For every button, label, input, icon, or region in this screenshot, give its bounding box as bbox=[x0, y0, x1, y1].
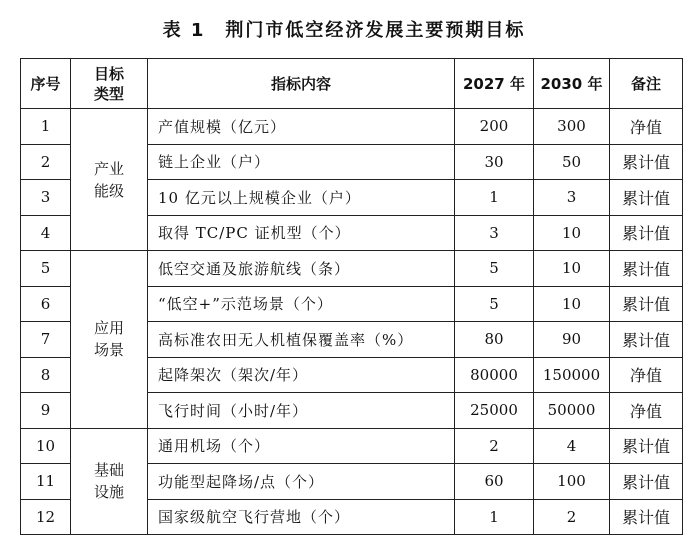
value-2027: 80 bbox=[455, 322, 534, 358]
value-2030: 90 bbox=[534, 322, 610, 358]
value-2027: 3 bbox=[455, 215, 534, 251]
value-2027: 5 bbox=[455, 286, 534, 322]
note-cell: 累计值 bbox=[610, 251, 683, 287]
table-title: 表 1 荆门市低空经济发展主要预期目标 bbox=[162, 20, 526, 41]
row-number: 7 bbox=[21, 322, 71, 358]
targets-table bbox=[20, 58, 683, 535]
value-2030: 300 bbox=[534, 109, 610, 145]
value-2030: 10 bbox=[534, 251, 610, 287]
row-number: 4 bbox=[21, 215, 71, 251]
value-2030: 4 bbox=[534, 428, 610, 464]
target-type-label: 应用场景 bbox=[93, 319, 124, 360]
row-number: 2 bbox=[21, 144, 71, 180]
row-number: 12 bbox=[21, 499, 71, 535]
value-2027: 5 bbox=[455, 251, 534, 287]
value-2027: 25000 bbox=[455, 393, 534, 429]
note-cell: 净值 bbox=[610, 393, 683, 429]
header-note: 备注 bbox=[610, 59, 683, 109]
indicator-content: 产值规模（亿元） bbox=[148, 109, 455, 145]
note-cell: 净值 bbox=[610, 109, 683, 145]
header-2027: 2027 年 bbox=[455, 59, 534, 109]
value-2030: 10 bbox=[534, 215, 610, 251]
value-2030: 3 bbox=[534, 180, 610, 216]
note-cell: 累计值 bbox=[610, 215, 683, 251]
indicator-content: 取得 TC/PC 证机型（个） bbox=[148, 215, 455, 251]
indicator-content: 通用机场（个） bbox=[148, 428, 455, 464]
note-cell: 累计值 bbox=[610, 428, 683, 464]
row-number: 5 bbox=[21, 251, 71, 287]
row-number: 11 bbox=[21, 464, 71, 500]
note-cell: 累计值 bbox=[610, 499, 683, 535]
indicator-content: 功能型起降场/点（个） bbox=[148, 464, 455, 500]
note-cell: 累计值 bbox=[610, 286, 683, 322]
indicator-content: 起降架次（架次/年） bbox=[148, 357, 455, 393]
target-type-cell bbox=[71, 109, 148, 251]
value-2027: 80000 bbox=[455, 357, 534, 393]
value-2030: 10 bbox=[534, 286, 610, 322]
note-cell: 累计值 bbox=[610, 464, 683, 500]
note-cell: 累计值 bbox=[610, 180, 683, 216]
row-number: 10 bbox=[21, 428, 71, 464]
table-body bbox=[21, 109, 683, 535]
header-content: 指标内容 bbox=[148, 59, 455, 109]
value-2027: 2 bbox=[455, 428, 534, 464]
value-2027: 200 bbox=[455, 109, 534, 145]
indicator-content: 飞行时间（小时/年） bbox=[148, 393, 455, 429]
header-no: 序号 bbox=[21, 59, 71, 109]
value-2027: 60 bbox=[455, 464, 534, 500]
indicator-content: 高标准农田无人机植保覆盖率（%） bbox=[148, 322, 455, 358]
table-row bbox=[21, 251, 683, 287]
row-number: 3 bbox=[21, 180, 71, 216]
value-2027: 1 bbox=[455, 180, 534, 216]
target-type-label: 基础设施 bbox=[93, 461, 124, 502]
indicator-content: 国家级航空飞行营地（个） bbox=[148, 499, 455, 535]
row-number: 6 bbox=[21, 286, 71, 322]
header-2030: 2030 年 bbox=[534, 59, 610, 109]
row-number: 9 bbox=[21, 393, 71, 429]
row-number: 1 bbox=[21, 109, 71, 145]
indicator-content: 10 亿元以上规模企业（户） bbox=[148, 180, 455, 216]
target-type-cell bbox=[71, 251, 148, 429]
note-cell: 累计值 bbox=[610, 144, 683, 180]
header-type bbox=[71, 59, 148, 109]
value-2030: 2 bbox=[534, 499, 610, 535]
table-row bbox=[21, 428, 683, 464]
value-2030: 100 bbox=[534, 464, 610, 500]
target-type-label: 产业能级 bbox=[93, 159, 124, 200]
note-cell: 净值 bbox=[610, 357, 683, 393]
indicator-content: 链上企业（户） bbox=[148, 144, 455, 180]
value-2027: 30 bbox=[455, 144, 534, 180]
value-2027: 1 bbox=[455, 499, 534, 535]
target-type-cell bbox=[71, 428, 148, 535]
header-type-label: 目标类型 bbox=[93, 64, 124, 103]
row-number: 8 bbox=[21, 357, 71, 393]
table-row bbox=[21, 109, 683, 145]
value-2030: 50 bbox=[534, 144, 610, 180]
value-2030: 50000 bbox=[534, 393, 610, 429]
note-cell: 累计值 bbox=[610, 322, 683, 358]
indicator-content: 低空交通及旅游航线（条） bbox=[148, 251, 455, 287]
value-2030: 150000 bbox=[534, 357, 610, 393]
indicator-content: “低空+”示范场景（个） bbox=[148, 286, 455, 322]
header-row bbox=[21, 59, 683, 109]
